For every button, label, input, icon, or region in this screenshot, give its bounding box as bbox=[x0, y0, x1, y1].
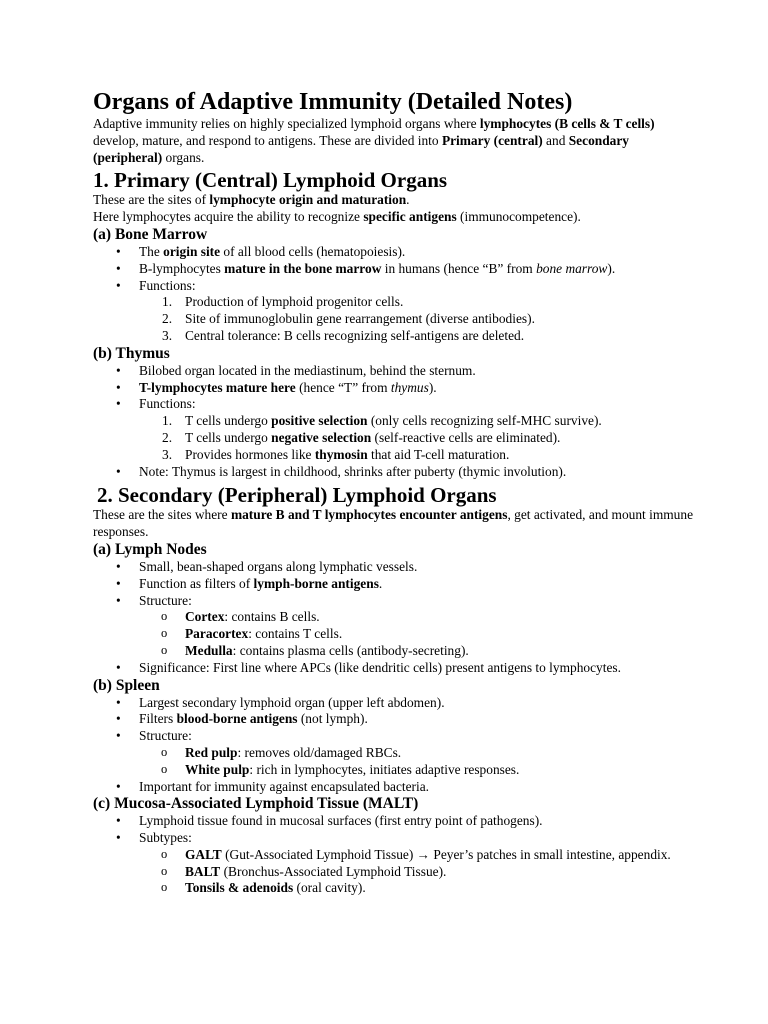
spleen-heading: (b) Spleen bbox=[93, 676, 160, 694]
list-item: • T-lymphocytes mature here (hence “T” from thymus). bbox=[139, 380, 696, 397]
bone-marrow-list bbox=[93, 244, 696, 345]
list-item: • Important for immunity against encapsulated bacteria. bbox=[139, 779, 696, 796]
primary-heading: 1. Primary (Central) Lymphoid Organs bbox=[93, 168, 448, 193]
lymph-nodes-heading: (a) Lymph Nodes bbox=[93, 540, 207, 558]
list-item: • Functions: 1. Production of lymphoid progenitor cells. 2. Site of immunoglobulin gene rearrangement (diverse antibodies). 3. Central tolerance: B cells recognizing self-antigens are deleted. bbox=[139, 278, 696, 345]
sub-list-item: o GALT (Gut-Associated Lymphoid Tissue) → Peyer’s patches in small intestine, appendix. bbox=[185, 847, 696, 864]
sub-list-item: o Tonsils & adenoids (oral cavity). bbox=[185, 880, 696, 897]
sub-list-item: o BALT (Bronchus-Associated Lymphoid Tissue). bbox=[185, 864, 696, 881]
malt-heading: (c) Mucosa-Associated Lymphoid Tissue (MALT) bbox=[93, 795, 419, 813]
numbered-item: 3. Provides hormones like thymosin that aid T-cell maturation. bbox=[162, 446, 510, 462]
lymph-nodes-list bbox=[93, 559, 696, 677]
list-item: • B-lymphocytes mature in the bone marrow in humans (hence “B” from bone marrow). bbox=[139, 261, 696, 278]
list-item: • Functions: 1. T cells undergo positive selection (only cells recognizing self-MHC survive). 2. T cells undergo negative selection (self-reactive cells are eliminated). 3. Provides hormones like thymosin that aid T-cell maturation. bbox=[139, 396, 696, 463]
sub-list-item: o Medulla: contains plasma cells (antibody-secreting). bbox=[185, 643, 696, 660]
arrow-right-icon: → bbox=[416, 846, 431, 862]
numbered-item: 1. T cells undergo positive selection (only cells recognizing self-MHC survive). bbox=[162, 413, 602, 429]
malt-subtypes-list bbox=[139, 847, 696, 897]
intro-paragraph: Adaptive immunity relies on highly specialized lymphoid organs where lymphocytes (B cells & T cells) develop, mature, and respond to antigens. These are divided into Primary (central) and Secondary (peripheral) organs. bbox=[93, 116, 655, 165]
bone-marrow-heading: (a) Bone Marrow bbox=[93, 225, 208, 243]
lymph-nodes-structure-list bbox=[139, 609, 696, 659]
numbered-item: 2. T cells undergo negative selection (self-reactive cells are eliminated). bbox=[162, 429, 561, 445]
list-item: • Largest secondary lymphoid organ (upper left abdomen). bbox=[139, 695, 696, 712]
sub-list-item: o White pulp: rich in lymphocytes, initiates adaptive responses. bbox=[185, 762, 696, 779]
list-item: • Note: Thymus is largest in childhood, shrinks after puberty (thymic involution). bbox=[139, 464, 696, 481]
bone-marrow-functions-list bbox=[139, 294, 696, 344]
list-item: • Function as filters of lymph-borne antigens. bbox=[139, 576, 696, 593]
thymus-list bbox=[93, 363, 696, 481]
primary-paragraph-2: Here lymphocytes acquire the ability to recognize specific antigens (immunocompetence). bbox=[93, 209, 581, 225]
numbered-item: 3. Central tolerance: B cells recognizing self-antigens are deleted. bbox=[162, 327, 525, 343]
secondary-paragraph: These are the sites where mature B and T lymphocytes encounter antigens, get activated, and mount immune responses. bbox=[93, 507, 694, 540]
spleen-list bbox=[93, 695, 696, 796]
list-item: • Structure: o Red pulp: removes old/damaged RBCs. o White pulp: rich in lymphocytes, initiates adaptive responses. bbox=[139, 728, 696, 778]
list-item: • Significance: First line where APCs (like dendritic cells) present antigens to lymphocytes. bbox=[139, 660, 696, 677]
spleen-structure-list bbox=[139, 745, 696, 779]
list-item: • Lymphoid tissue found in mucosal surfaces (first entry point of pathogens). bbox=[139, 813, 696, 830]
list-item: • Bilobed organ located in the mediastinum, behind the sternum. bbox=[139, 363, 696, 380]
list-item: • Structure: o Cortex: contains B cells. o Paracortex: contains T cells. o Medulla: contains plasma cells (antibody-secreting). bbox=[139, 593, 696, 660]
list-item: • Filters blood-borne antigens (not lymph). bbox=[139, 711, 696, 728]
malt-list bbox=[93, 813, 696, 897]
thymus-heading: (b) Thymus bbox=[93, 344, 170, 362]
secondary-heading: 2. Secondary (Peripheral) Lymphoid Organs bbox=[97, 483, 497, 508]
numbered-item: 1. Production of lymphoid progenitor cells. bbox=[162, 294, 404, 310]
list-item: • Subtypes: o GALT (Gut-Associated Lymphoid Tissue) → Peyer’s patches in small intestine, appendix. o BALT (Bronchus-Associated Lymphoid Tissue). o Tonsils & adenoids (oral cavity). bbox=[139, 830, 696, 897]
sub-list-item: o Cortex: contains B cells. bbox=[185, 609, 696, 626]
numbered-item: 2. Site of immunoglobulin gene rearrangement (diverse antibodies). bbox=[162, 311, 535, 327]
sub-list-item: o Red pulp: removes old/damaged RBCs. bbox=[185, 745, 696, 762]
list-item: • The origin site of all blood cells (hematopoiesis). bbox=[139, 244, 696, 261]
sub-list-item: o Paracortex: contains T cells. bbox=[185, 626, 696, 643]
document-title: Organs of Adaptive Immunity (Detailed Notes) bbox=[93, 89, 573, 115]
thymus-functions-list bbox=[139, 413, 696, 463]
primary-paragraph-1: These are the sites of lymphocyte origin and maturation. bbox=[93, 192, 410, 208]
list-item: • Small, bean-shaped organs along lymphatic vessels. bbox=[139, 559, 696, 576]
